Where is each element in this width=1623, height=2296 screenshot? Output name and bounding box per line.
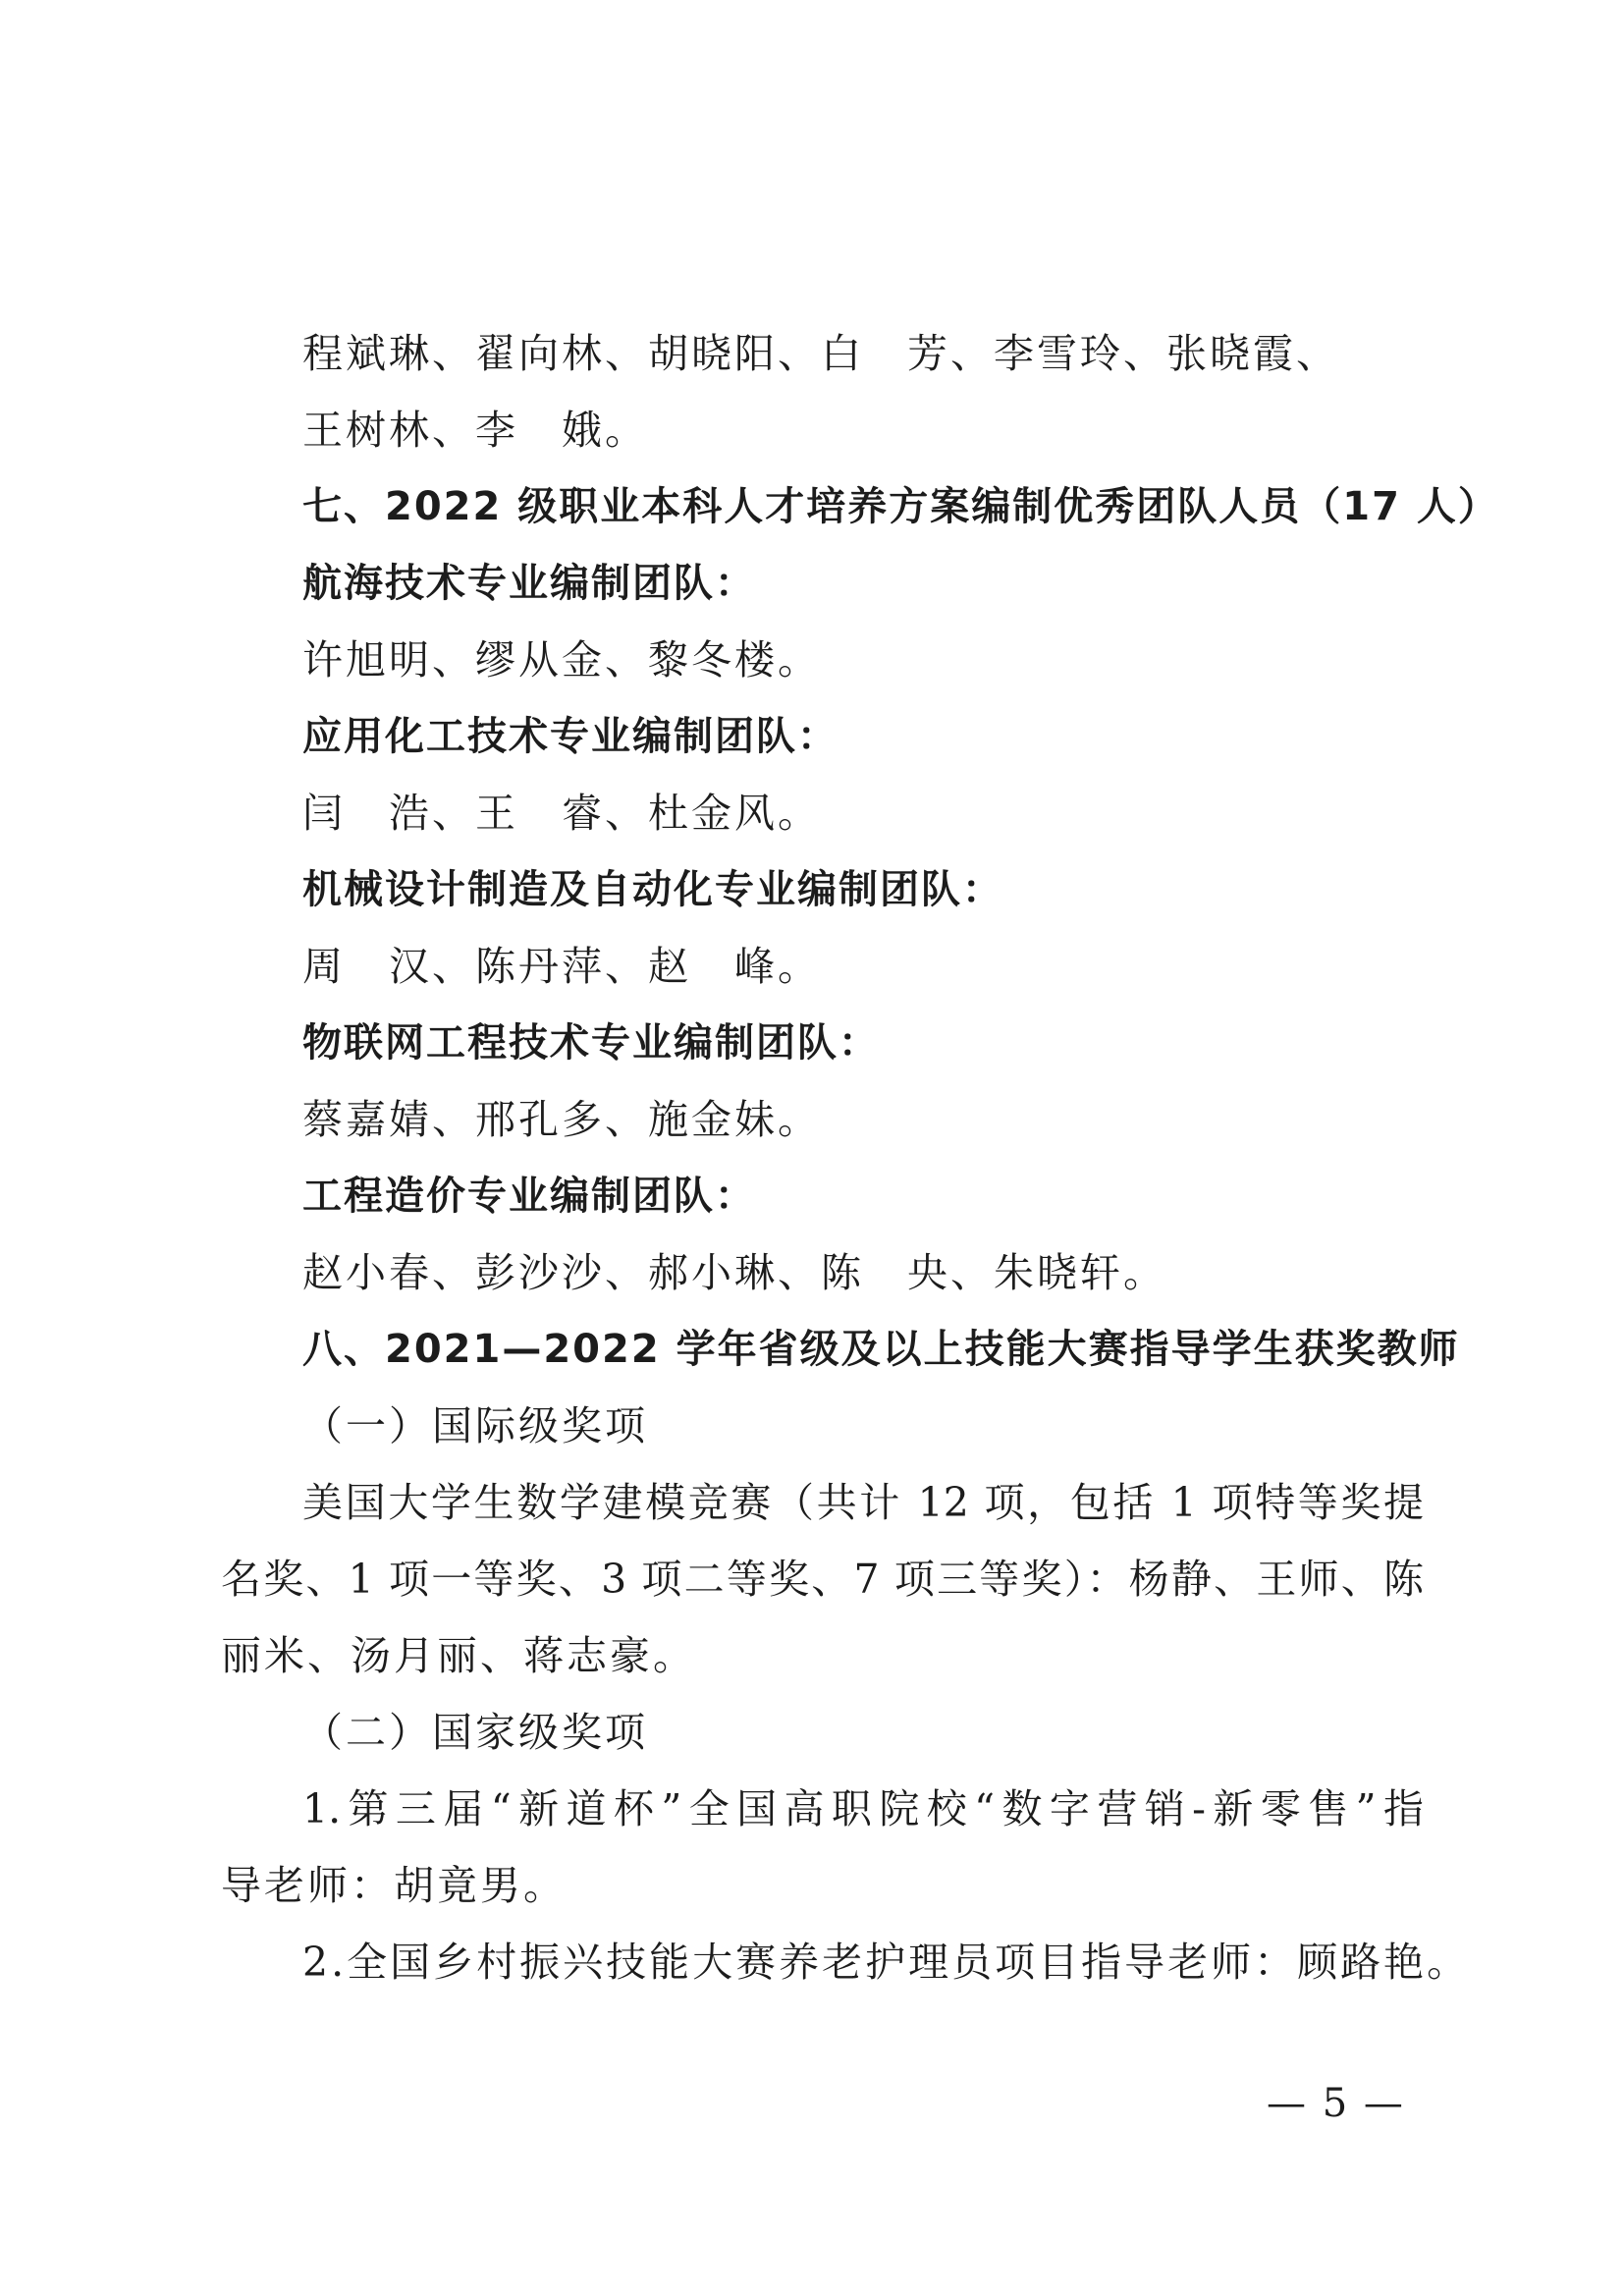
paragraph-line: 1.第三届“新道杯”全国高职院校“数字营销-新零售”指 (302, 1785, 1424, 1832)
team-heading-mechanical: 机械设计制造及自动化专业编制团队： (302, 867, 1003, 912)
team-heading-chemical: 应用化工技术专业编制团队： (302, 714, 839, 759)
paragraph-line: 丽米、汤月丽、蒋志豪。 (221, 1632, 696, 1679)
team-heading-navigation: 航海技术专业编制团队： (302, 561, 756, 606)
subsection-heading-national: （二）国家级奖项 (302, 1709, 648, 1756)
paragraph-line: 名奖、1 项一等奖、3 项二等奖、7 项三等奖）：杨静、王师、陈 (221, 1556, 1424, 1603)
name-list-line: 闫 浩、王 睿、杜金风。 (302, 790, 821, 837)
page-number: — 5 — (1267, 2081, 1405, 2126)
section-heading-7: 七、2022 级职业本科人才培养方案编制优秀团队人员（17 人） (302, 484, 1499, 529)
team-heading-cost: 工程造价专业编制团队： (302, 1174, 756, 1219)
paragraph-line: 2.全国乡村振兴技能大赛养老护理员项目指导老师：顾路艳。 (302, 1939, 1471, 1986)
name-list-line: 赵小春、彭沙沙、郝小琳、陈 央、朱晓轩。 (302, 1249, 1166, 1296)
name-list-line: 程斌琳、翟向林、胡晓阳、白 芳、李雪玲、张晓霞、 (302, 330, 1339, 377)
name-list-line: 许旭明、缪从金、黎冬楼。 (302, 636, 821, 683)
team-heading-iot: 物联网工程技术专业编制团队： (302, 1020, 880, 1066)
name-list-line: 周 汉、陈丹萍、赵 峰。 (302, 943, 821, 990)
name-list-line: 王树林、李 娥。 (302, 407, 648, 454)
section-heading-8: 八、2021—2022 学年省级及以上技能大赛指导学生获奖教师 (302, 1327, 1460, 1372)
paragraph-line: 导老师：胡竟男。 (221, 1862, 567, 1909)
paragraph-line: 美国大学生数学建模竞赛（共计 12 项，包括 1 项特等奖提 (302, 1479, 1424, 1526)
name-list-line: 蔡嘉婧、邢孔多、施金妹。 (302, 1096, 821, 1143)
subsection-heading-international: （一）国际级奖项 (302, 1402, 648, 1449)
